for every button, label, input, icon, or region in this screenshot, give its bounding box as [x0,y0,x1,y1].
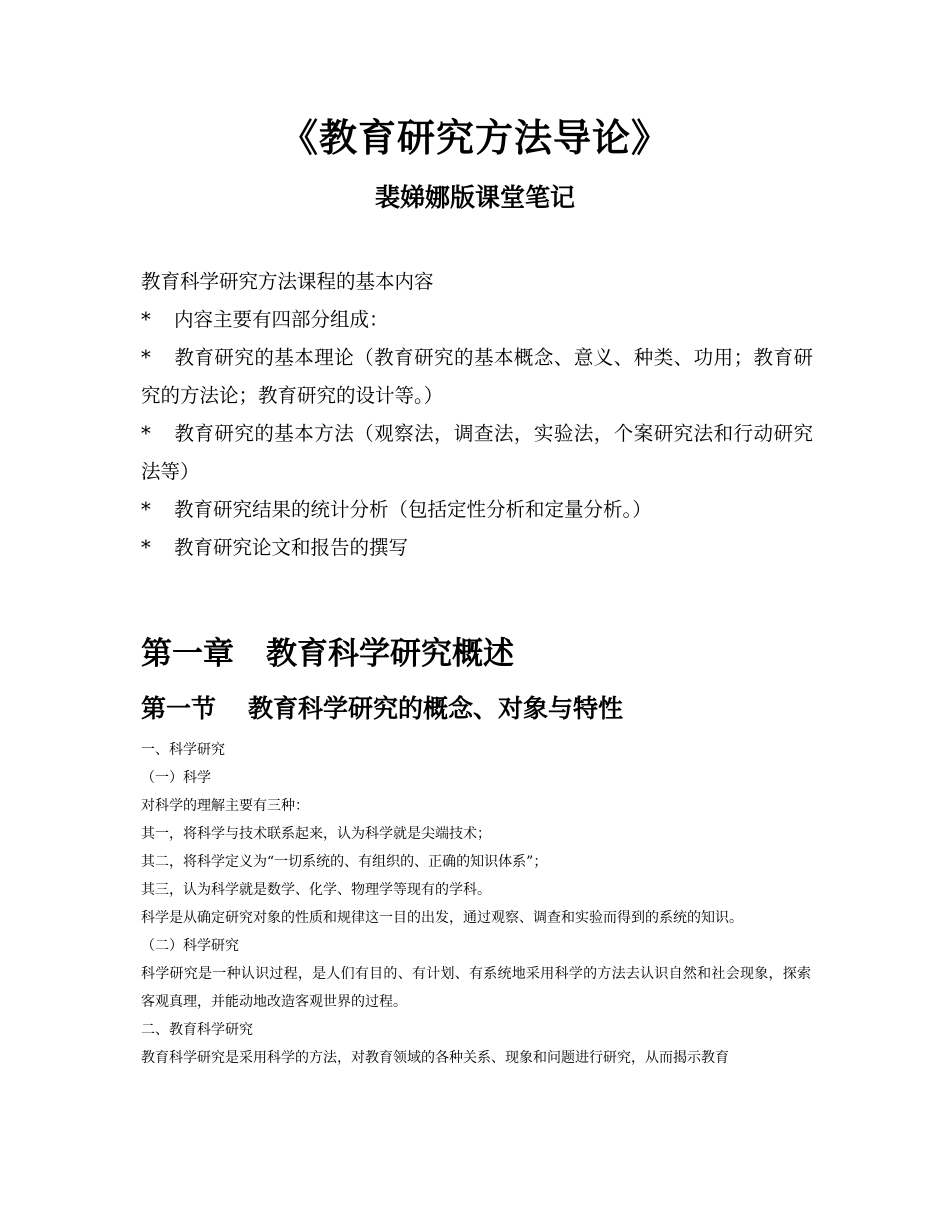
bullet-star-marker: * [141,346,151,369]
bullet-star-marker: * [141,536,151,559]
intro-bullet-item [141,529,813,567]
document-subtitle: 裴娣娜版课堂笔记 [374,183,575,212]
intro-heading: 教育科学研究方法课程的基本内容 [141,270,434,293]
section-body [141,736,811,1072]
bullet-star-marker: * [141,422,151,445]
bullet-text: 教育研究的基本理论（教育研究的基本概念、意义、种类、功用；教育研究的方法论；教育研究的设计等。） [141,346,813,407]
bullet-text: 教育研究的基本方法（观察法，调查法，实验法，个案研究法和行动研究法等） [141,422,813,483]
bullet-star-marker: * [141,498,151,521]
chapter-number: 第一章 [141,636,234,672]
intro-bullet-item [141,339,813,415]
body-paragraph: 科学研究是一种认识过程，是人们有目的、有计划、有系统地采用科学的方法去认识自然和社会现象，探索客观真理，并能动地改造客观世界的过程。 [141,966,811,1010]
body-paragraph: 二、教育科学研究 [141,1022,253,1038]
body-paragraph: 其一，将科学与技术联系起来，认为科学就是尖端技术； [141,826,491,842]
body-paragraph: 教育科学研究是采用科学的方法，对教育领域的各种关系、现象和问题进行研究，从而揭示教育 [141,1050,729,1066]
chapter-heading [141,631,514,677]
section-heading [141,690,623,728]
intro-bullet-item [141,301,813,339]
body-paragraph: 对科学的理解主要有三种： [141,798,309,814]
body-paragraph: （一）科学 [141,770,211,786]
intro-bullet-item [141,415,813,491]
body-paragraph: 其三，认为科学就是数学、化学、物理学等现有的学科。 [141,882,491,898]
bullet-text: 教育研究论文和报告的撰写 [174,536,409,559]
course-contents-intro [141,263,813,567]
body-paragraph: 科学是从确定研究对象的性质和规律这一目的出发，通过观察、调查和实验而得到的系统的知识。 [141,910,743,926]
section-number: 第一节 [141,694,217,723]
body-paragraph: 一、科学研究 [141,742,225,758]
bullet-text: 内容主要有四部分组成： [174,308,389,331]
intro-bullet-item [141,491,813,529]
chapter-title: 教育科学研究概述 [266,636,514,672]
bullet-star-marker: * [141,308,151,331]
body-paragraph: （二）科学研究 [141,938,239,954]
section-title: 教育科学研究的概念、对象与特性 [248,694,624,723]
body-paragraph: 其二，将科学定义为“一切系统的、有组织的、正确的知识体系”； [141,854,548,870]
document-title: 《教育研究方法导论》 [279,115,670,160]
bullet-text: 教育研究结果的统计分析（包括定性分析和定量分析。） [174,498,652,521]
